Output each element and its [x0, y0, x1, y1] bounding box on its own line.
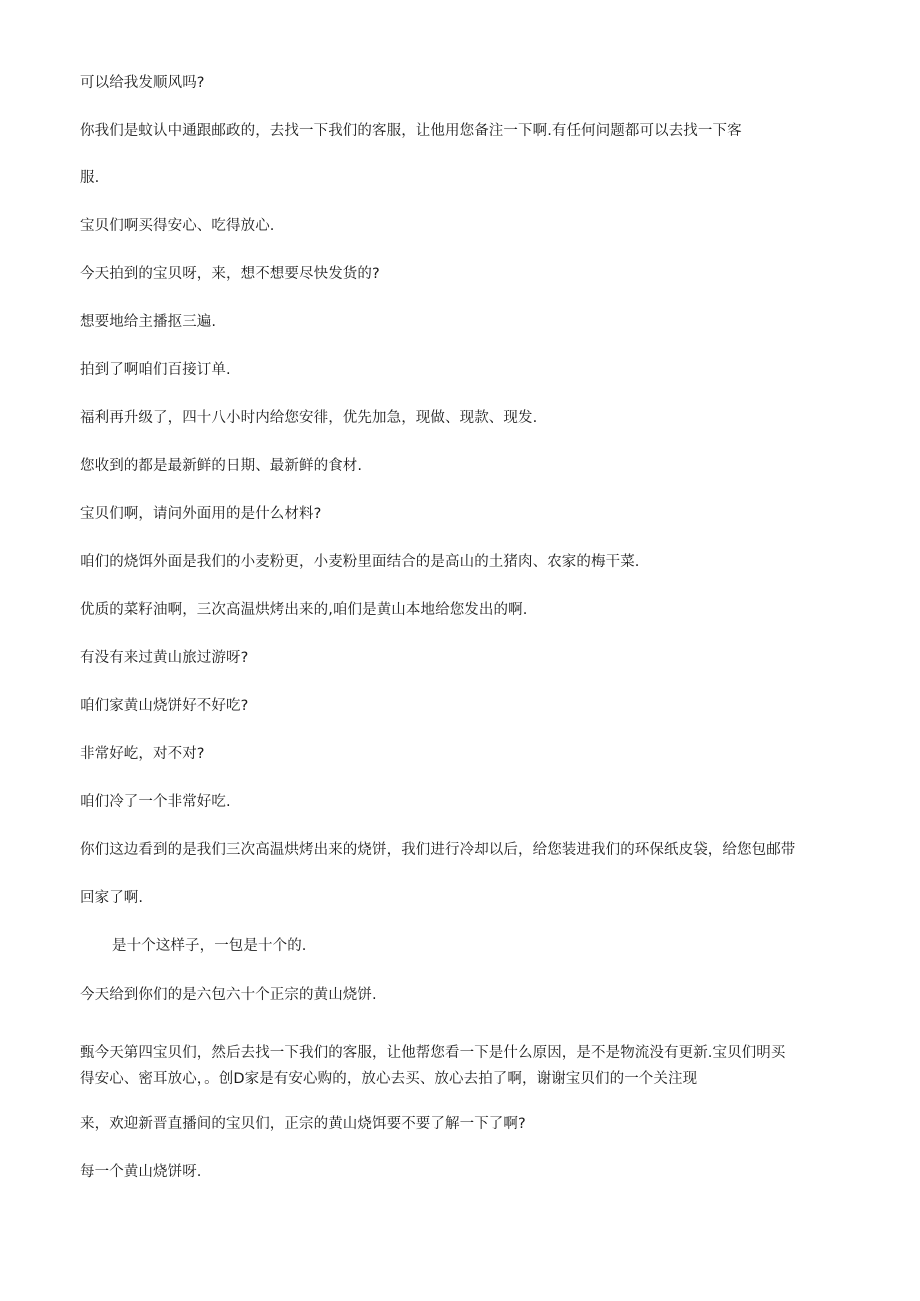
- text-line: 今天给到你们的是六包六十个正宗的黄山烧饼.: [80, 987, 377, 1003]
- text-line: 甄今天第四宝贝们，然后去找一下我们的客服，让他帮您看一下是什么原因，是不是物流没有更新.宝贝们明买: [80, 1045, 786, 1061]
- text-line: 今天拍到的宝贝呀，来，想不想要尽快发货的?: [80, 266, 380, 282]
- text-line: 宝贝们啊买得安心、吃得放心.: [80, 218, 275, 234]
- text-line: 您收到的都是最新鲜的日期、最新鲜的食材.: [80, 458, 363, 474]
- text-line: 有没有来过黄山旅过游呀?: [80, 650, 249, 666]
- text-line: 非常好屹，对不对?: [80, 746, 205, 762]
- text-line: 拍到了啊咱们百接订单.: [80, 362, 231, 378]
- text-line: 咱们家黄山烧饼好不好吃?: [80, 698, 249, 714]
- text-line: 每一个黄山烧饼呀.: [80, 1164, 202, 1180]
- text-line: 福利再升级了，四十八小时内给您安徘，优先加急，现做、现款、现发.: [80, 410, 538, 426]
- text-line: 想要地给主播抠三遍.: [80, 314, 217, 330]
- text-line: 来，欢迎新晋直播间的宝贝们，正宗的黄山烧饵要不要了解一下了啊?: [80, 1116, 526, 1132]
- text-line: 咱们冷了一个非常好吃.: [80, 794, 231, 810]
- text-line: 宝贝们啊，请问外面用的是什么材料?: [80, 506, 322, 522]
- text-line: 得安心、密耳放心，。创D家是有安心购的，放心去买、放心去拍了啊，谢谢宝贝们的一个关注现: [80, 1071, 698, 1087]
- text-line: 可以给我发顺风吗?: [80, 75, 205, 91]
- text-line: 回家了啊.: [80, 890, 144, 906]
- text-line: 你我们是蚊认中通跟邮政的，去找一下我们的客服，让他用您备注一下啊.有任何问题都可以去找一下客: [80, 123, 742, 139]
- text-line-indented: 是十个这样子，一包是十个的.: [112, 938, 307, 954]
- text-line: 优质的菜籽油啊，三次高温烘烤出来的,咱们是黄山本地给您发出的啊.: [80, 602, 528, 618]
- text-line: 服.: [80, 170, 100, 186]
- text-line: 你们这边看到的是我们三次高温烘烤出来的烧饼，我们进行冷却以后，给您装进我们的环保纸皮袋，给您包邮带: [80, 842, 796, 858]
- text-line: 咱们的烧饵外面是我们的小麦粉更，小麦粉里面结合的是高山的土猪肉、农家的梅干菜.: [80, 554, 640, 570]
